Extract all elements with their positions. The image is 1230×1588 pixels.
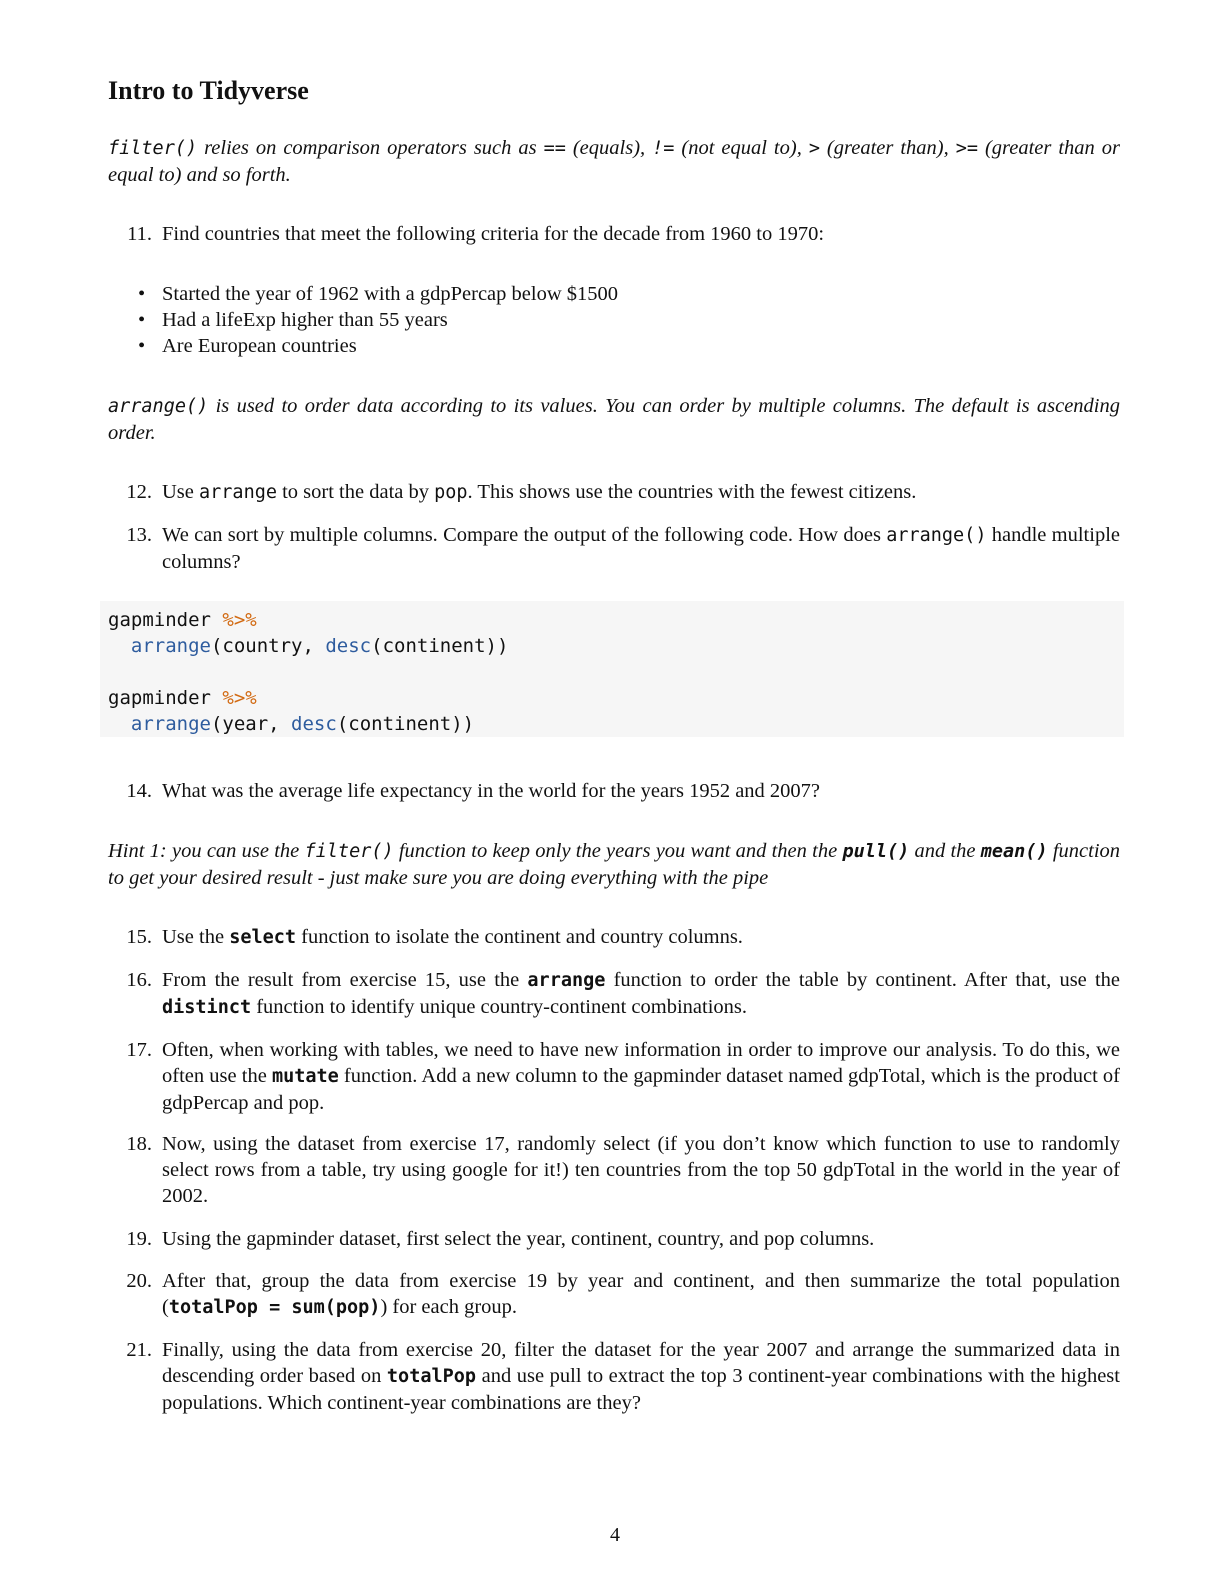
inline-code: mean() — [980, 841, 1048, 862]
list-item — [108, 281, 618, 307]
exercise-number: 20. — [126, 1270, 152, 1292]
page-number: 4 — [610, 1524, 620, 1546]
exercise-number: 13. — [126, 524, 152, 546]
exercise-number: 14. — [126, 780, 152, 802]
pipe-operator: %>% — [222, 687, 257, 709]
note-text: (not equal to), — [674, 137, 809, 159]
exercise-12 — [108, 479, 1120, 506]
list-item — [108, 333, 618, 359]
exercise-number: 17. — [126, 1039, 152, 1061]
exercise-text: Use the select function to isolate the continent and country columns. — [162, 926, 743, 948]
exercise-16 — [108, 967, 1120, 1021]
exercise-13 — [108, 522, 1120, 575]
page-title: Intro to Tidyverse — [108, 76, 309, 105]
list-item — [108, 307, 618, 333]
inline-code: select — [229, 927, 297, 948]
list-item-text: Had a lifeExp higher than 55 years — [162, 309, 448, 331]
inline-code: filter() — [108, 138, 198, 159]
exercise-21 — [108, 1337, 1120, 1416]
exercise-number: 11. — [127, 223, 152, 245]
code-function: desc — [325, 635, 372, 657]
inline-code: distinct — [162, 997, 252, 1018]
exercise-17 — [108, 1037, 1120, 1116]
code-object: gapminder — [108, 687, 211, 709]
arrange-note — [108, 393, 1120, 446]
bullet-icon: • — [138, 335, 146, 357]
exercise-text: What was the average life expectancy in the world for the years 1952 and 2007? — [162, 780, 821, 802]
exercise-text: Using the gapminder dataset, first select the year, continent, country, and pop columns. — [162, 1228, 875, 1250]
inline-code: arrange — [199, 482, 277, 503]
inline-code: == — [543, 138, 566, 159]
inline-code: pull() — [842, 841, 910, 862]
note-text: is used to order data according to its values. You can order by multiple columns. The default is ascending order. — [108, 395, 1120, 444]
code-function: arrange — [130, 635, 211, 657]
exercise-text: Find countries that meet the following criteria for the decade from 1960 to 1970: — [162, 223, 825, 245]
exercise-text: From the result from exercise 15, use the arrange function to order the table by continent. After that, use the distinct function to identify unique country-continent combinations. — [162, 969, 1120, 1018]
inline-code: pop — [434, 482, 468, 503]
inline-code: totalPop = sum(pop) — [168, 1297, 381, 1318]
note-text: (equals), — [565, 137, 653, 159]
exercise-number: 21. — [126, 1339, 152, 1361]
inline-code: >= — [955, 138, 978, 159]
hint-note: Hint 1: you can use the filter() function to keep only the years you want and then the pull() and the mean() function to get your desired result - just make sure you are doing everything with the pipe — [108, 840, 1121, 889]
inline-code: != — [652, 138, 675, 159]
note-text: relies on comparison operators such as — [197, 137, 544, 159]
exercise-text: Use arrange to sort the data by pop. This shows use the countries with the fewest citizens. — [162, 481, 917, 503]
exercise-number: 12. — [126, 481, 152, 503]
inline-code: arrange() — [886, 525, 987, 546]
inline-code: arrange() — [108, 396, 209, 417]
exercise-number: 15. — [126, 926, 152, 948]
exercise-number: 16. — [126, 969, 152, 991]
exercise-text: We can sort by multiple columns. Compare the output of the following code. How does arrange() handle multiple columns? — [162, 524, 1120, 573]
exercise-number: 19. — [126, 1228, 152, 1250]
list-item-text: Started the year of 1962 with a gdpPercap below $1500 — [162, 283, 619, 305]
exercise-text: Often, when working with tables, we need to have new information in order to improve our analysis. To do this, we often use the mutate function. Add a new column to the gapminder dataset named gdpTotal, which is the product of gdpPercap and pop. — [162, 1039, 1120, 1114]
bullet-icon: • — [138, 283, 146, 305]
code-object: gapminder — [108, 609, 211, 631]
code-function: desc — [291, 713, 337, 735]
code-block: gapminder %>% arrange(country, desc(continent)) gapminder %>% arrange(year, desc(continent)) — [100, 601, 1124, 737]
exercise-number: 18. — [126, 1133, 152, 1155]
exercise-text: Now, using the dataset from exercise 17, randomly select (if you don’t know which function to use to randomly select rows from a table, try using google for it!) ten countries from the top 50 gdpTotal in the world in the year of 2002. — [162, 1133, 1120, 1207]
exercise-19 — [108, 1226, 1120, 1252]
filter-note — [108, 135, 1120, 188]
pipe-operator: %>% — [222, 609, 257, 631]
inline-code: mutate — [271, 1066, 339, 1087]
exercise-text: After that, group the data from exercise 19 by year and continent, and then summarize the total population (totalPop = sum(pop)) for each group. — [162, 1270, 1120, 1318]
exercise-15 — [108, 924, 1120, 951]
inline-code: totalPop — [386, 1366, 477, 1387]
bullet-icon: • — [138, 309, 146, 331]
inline-code: > — [808, 138, 820, 159]
inline-code: arrange — [527, 970, 606, 991]
exercise-18 — [108, 1131, 1120, 1209]
note-text: (greater than or equal to) and so forth. — [108, 137, 1121, 186]
exercise-text: Finally, using the data from exercise 20, filter the dataset for the year 2007 and arrange the summarized data in descending order based on totalPop and use pull to extract the top 3 continent-year combinations with the highest populations. Which continent-year combinations are they? — [162, 1339, 1120, 1414]
exercise-20 — [108, 1268, 1120, 1321]
criteria-list — [108, 281, 618, 359]
list-item-text: Are European countries — [162, 335, 357, 357]
exercise-14 — [108, 778, 1120, 804]
exercise-11 — [108, 221, 1120, 247]
note-text: (greater than), — [819, 137, 956, 159]
code-function: arrange — [130, 713, 211, 735]
inline-code: filter() — [304, 841, 394, 862]
